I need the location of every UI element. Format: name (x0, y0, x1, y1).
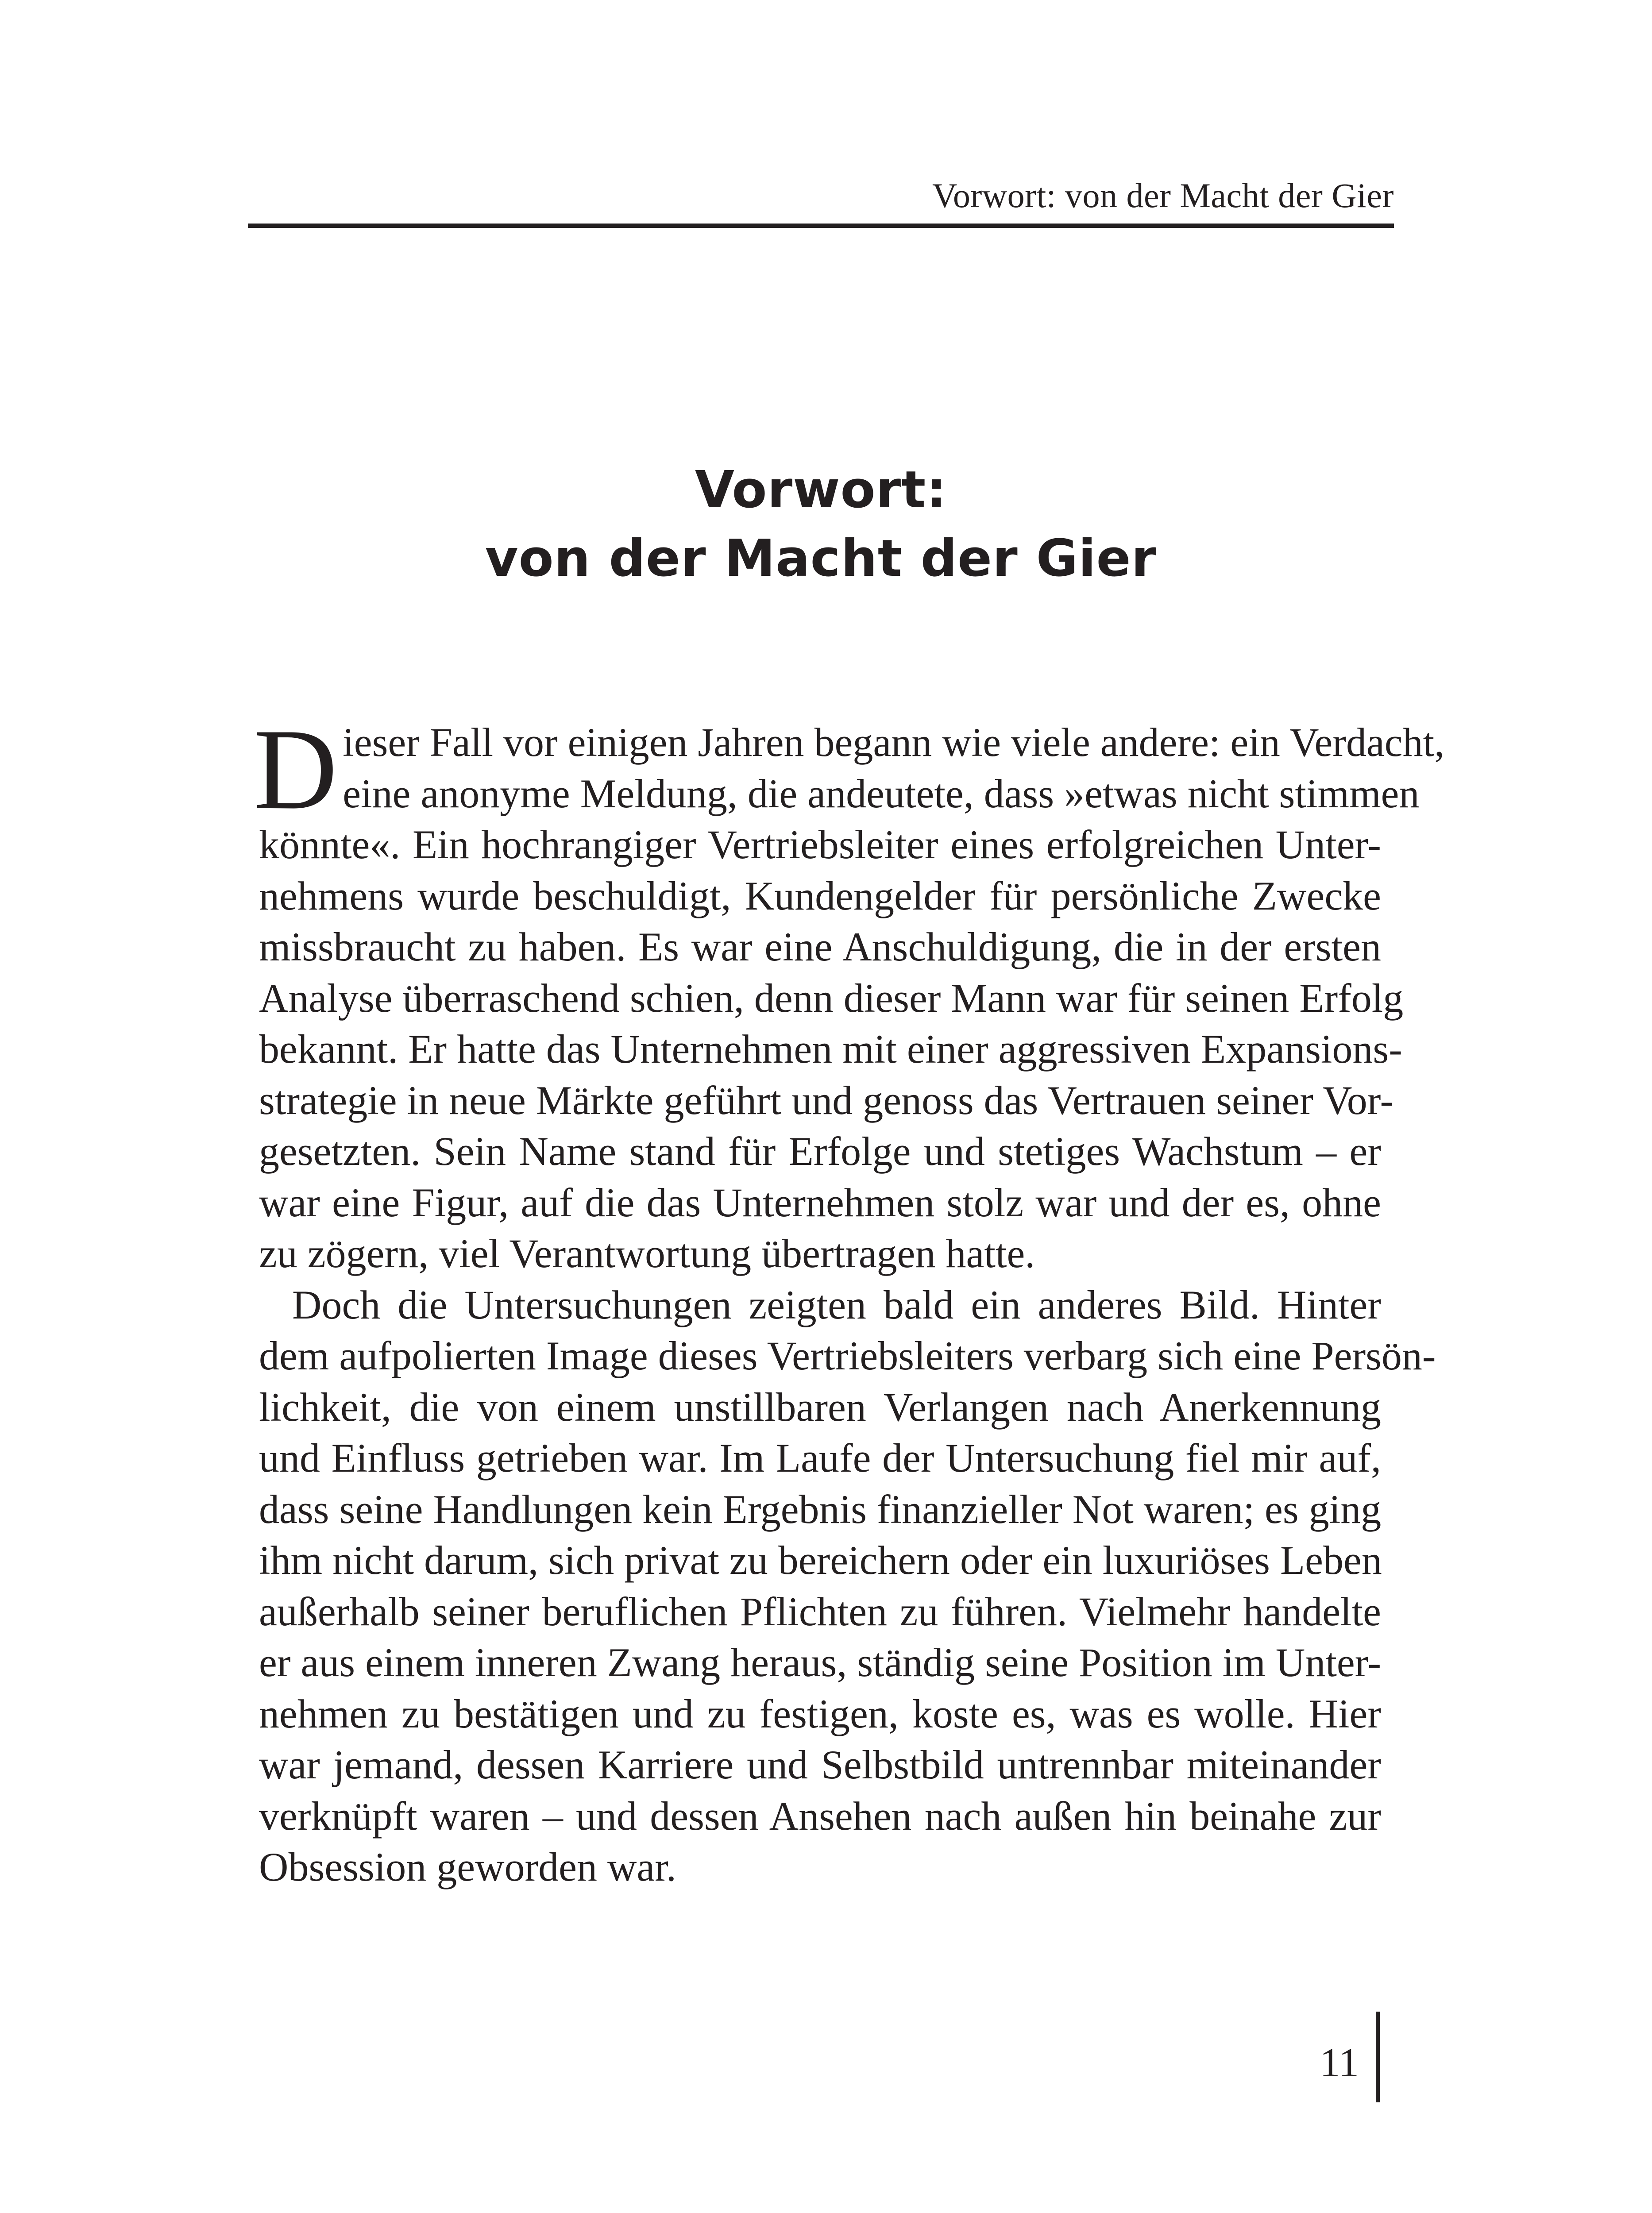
header-rule (248, 224, 1394, 228)
text-line: ieser Fall vor einigen Jahren begann wie viele andere: ein Verdacht, (343, 720, 1445, 765)
text-line: nehmens wurde beschuldigt, Kundengelder für persönliche Zwecke (259, 873, 1381, 918)
text-line: bekannt. Er hatte das Unternehmen mit einer aggressiven Expansions- (259, 1026, 1402, 1072)
text-line: missbraucht zu haben. Es war eine Anschuldigung, die in der ersten (259, 924, 1381, 969)
text-line: und Einfluss getrieben war. Im Laufe der Untersuchung fiel mir auf, (259, 1435, 1381, 1480)
text-line: nehmen zu bestätigen und zu festigen, koste es, was es wolle. Hier (259, 1691, 1381, 1736)
drop-cap: D (254, 705, 338, 833)
text-line: er aus einem inneren Zwang heraus, ständig seine Position im Unter- (259, 1640, 1382, 1685)
text-line: eine anonyme Meldung, die andeutete, dass »etwas nicht stimmen (343, 771, 1420, 816)
running-head: Vorwort: von der Macht der Gier (932, 176, 1394, 215)
chapter-title-line-2: von der Macht der Gier (485, 529, 1157, 588)
text-line: Doch die Untersuchungen zeigten bald ein anderes Bild. Hinter (292, 1282, 1381, 1327)
text-line: könnte«. Ein hochrangiger Vertriebsleiter eines erfolgreichen Unter- (259, 822, 1381, 867)
text-line: strategie in neue Märkte geführt und genoss das Vertrauen seiner Vor- (259, 1077, 1394, 1123)
text-line: lichkeit, die von einem unstillbaren Verlangen nach Anerkennung (259, 1384, 1381, 1430)
folio-rule (1376, 2012, 1380, 2102)
text-line: Analyse überraschend schien, denn dieser Mann war für seinen Erfolg (259, 975, 1404, 1021)
body-text (254, 705, 1445, 1893)
text-line: außerhalb seiner beruflichen Pflichten zu führen. Vielmehr handelte (259, 1588, 1381, 1634)
text-line: ihm nicht darum, sich privat zu bereichern oder ein luxuriöses Leben (259, 1538, 1382, 1583)
text-line: verknüpft waren – und dessen Ansehen nach außen hin beinahe zur (259, 1793, 1381, 1839)
text-line: zu zögern, viel Verantwortung übertragen hatte. (259, 1231, 1035, 1276)
text-line: Obsession geworden war. (259, 1844, 676, 1889)
paragraph-2 (259, 1280, 1436, 1893)
chapter-title (248, 456, 1394, 593)
text-line: dass seine Handlungen kein Ergebnis finanzieller Not waren; es ging (259, 1486, 1382, 1532)
text-line: war jemand, dessen Karriere und Selbstbild untrennbar miteinander (259, 1742, 1381, 1787)
page-number: 11 (1320, 2040, 1359, 2085)
chapter-title-line-1: Vorwort: (695, 460, 947, 520)
paragraph-1 (254, 705, 1445, 1280)
text-line: war eine Figur, auf die das Unternehmen stolz war und der es, ohne (259, 1180, 1381, 1225)
text-line: gesetzten. Sein Name stand für Erfolge und stetiges Wachstum – er (259, 1129, 1381, 1174)
text-line: dem aufpolierten Image dieses Vertriebsleiters verbarg sich eine Persön- (259, 1333, 1436, 1378)
